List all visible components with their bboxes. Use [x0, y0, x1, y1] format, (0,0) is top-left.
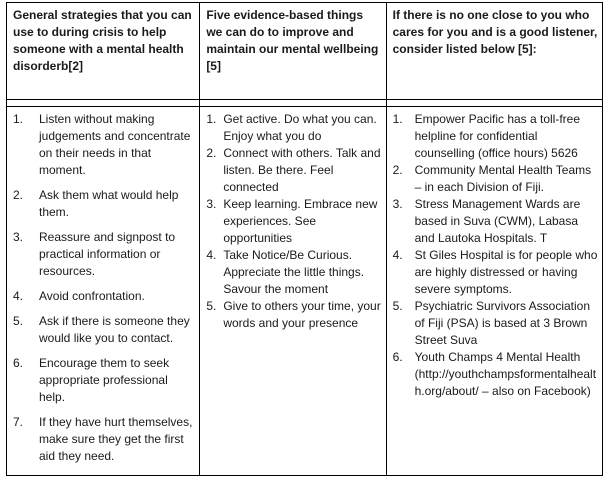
- list-item: [200, 247, 382, 298]
- list-item-text: If they have hurt themselves, make sure they get the first aid they need.: [39, 415, 193, 463]
- list-item-text: Listen without making judgements and concentrate on their needs in that moment.: [39, 112, 191, 177]
- spacer-cell: [386, 100, 602, 107]
- body-cell-wellbeing: [200, 107, 386, 476]
- list-item: [7, 288, 196, 305]
- list-item-text: Stress Management Wards are based in Suva (CWM), Labasa and Lautoka Hospitals. T: [414, 197, 581, 245]
- list-item-text: Keep learning. Embrace new experiences. See opportunities: [223, 197, 378, 245]
- header-cell-strategies: [7, 3, 200, 100]
- support-list: [387, 107, 602, 400]
- list-item: [387, 247, 599, 298]
- list-item-number: 6.: [392, 350, 403, 364]
- list-item-number: 5.: [13, 314, 24, 328]
- list-item-number: 4.: [13, 289, 24, 303]
- list-item-text: St Giles Hospital is for people who are highly distressed or having severe symptoms.: [414, 248, 598, 296]
- list-item: [387, 162, 599, 196]
- list-item-number: 5.: [392, 299, 403, 313]
- list-item-number: 1.: [13, 112, 24, 126]
- list-item-text: Youth Champs 4 Mental Health (http://youthchampsformentalhealth.org/about/ – also on Facebook): [414, 350, 597, 398]
- list-item-text: Take Notice/Be Curious. Appreciate the little things. Savour the moment: [223, 248, 365, 296]
- list-item-number: 5.: [206, 299, 217, 313]
- spacer-cell: [7, 100, 200, 107]
- list-item: [7, 229, 196, 280]
- list-item-text: Empower Pacific has a toll-free helpline for confidential counselling (office hours) 5626: [414, 112, 581, 160]
- header-wellbeing: Five evidence-based things we can do to improve and maintain our mental wellbeing [5]: [206, 8, 379, 73]
- header-cell-wellbeing: [200, 3, 386, 100]
- list-item: [200, 145, 382, 196]
- list-item-text: Connect with others. Talk and listen. Be there. Feel connected: [223, 146, 381, 194]
- list-item-text: Avoid confrontation.: [39, 289, 145, 303]
- spacer-cell: [200, 100, 386, 107]
- list-item-text: Reassure and signpost to practical information or resources.: [39, 230, 176, 278]
- list-item-text: Ask if there is someone they would like you to contact.: [39, 314, 190, 345]
- list-item: [387, 111, 599, 162]
- list-item-number: 1.: [206, 112, 217, 126]
- spacer-row: [7, 100, 603, 107]
- wellbeing-list: [200, 107, 385, 332]
- list-item-number: 2.: [206, 146, 217, 160]
- list-item-number: 3.: [13, 230, 24, 244]
- list-item: [200, 196, 382, 247]
- list-item-number: 7.: [13, 415, 24, 429]
- list-item: [7, 313, 196, 347]
- list-item-number: 1.: [392, 112, 403, 126]
- info-table: [6, 2, 603, 476]
- list-item-text: Encourage them to seek appropriate professional help.: [39, 356, 170, 404]
- list-item: [7, 355, 196, 406]
- list-item: [7, 414, 196, 465]
- header-cell-support: [386, 3, 602, 100]
- list-item: [387, 349, 599, 400]
- list-item-number: 4.: [206, 248, 217, 262]
- body-row: [7, 107, 603, 476]
- list-item-text: Psychiatric Survivors Association of Fiji (PSA) is based at 3 Brown Street Suva: [414, 299, 591, 347]
- list-item-number: 2.: [13, 188, 24, 202]
- list-item: [7, 111, 196, 179]
- list-item: [387, 298, 599, 349]
- header-row: [7, 3, 603, 100]
- list-item-number: 6.: [13, 356, 24, 370]
- list-item-text: Get active. Do what you can. Enjoy what you do: [223, 112, 377, 143]
- list-item-number: 3.: [206, 197, 217, 211]
- body-cell-strategies: [7, 107, 200, 476]
- header-strategies: General strategies that you can use to during crisis to help someone with a mental health disorderb[2]: [13, 8, 192, 73]
- list-item: [7, 187, 196, 221]
- list-item-number: 4.: [392, 248, 403, 262]
- list-item: [387, 196, 599, 247]
- body-cell-support: [386, 107, 602, 476]
- header-support: If there is no one close to you who cares for you and is a good listener, consider listed below [5]:: [392, 8, 598, 56]
- list-item: [200, 298, 382, 332]
- list-item-text: Community Mental Health Teams – in each Division of Fiji.: [414, 163, 592, 194]
- list-item-text: Ask them what would help them.: [39, 188, 179, 219]
- list-item-number: 2.: [392, 163, 403, 177]
- strategies-list: [7, 107, 199, 465]
- list-item: [200, 111, 382, 145]
- list-item-number: 3.: [392, 197, 403, 211]
- list-item-text: Give to others your time, your words and your presence: [223, 299, 381, 330]
